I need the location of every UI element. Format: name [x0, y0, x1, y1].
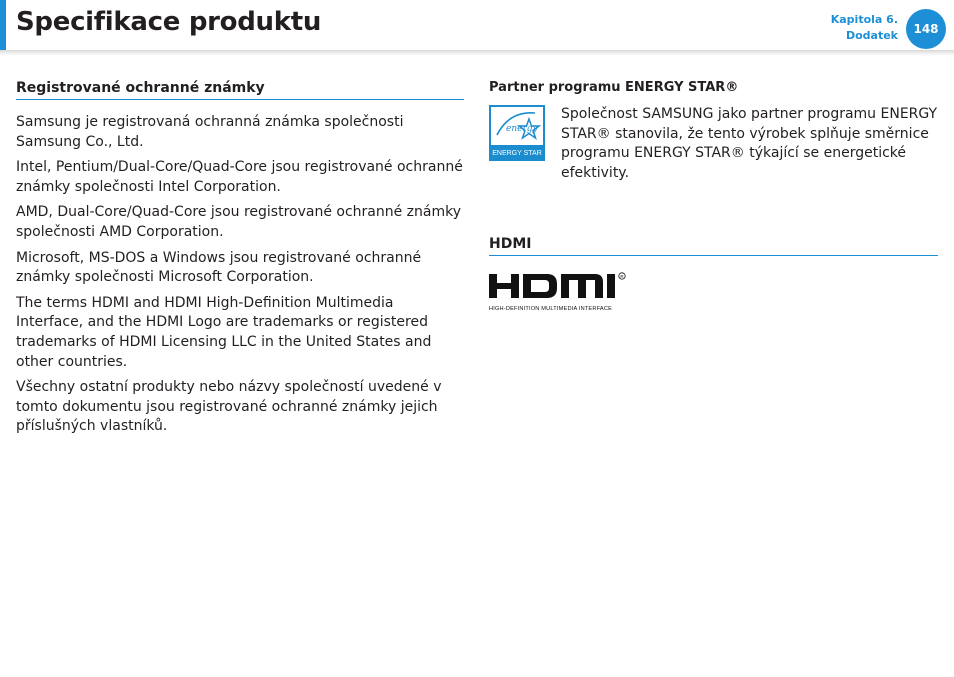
header-accent-bar	[0, 0, 6, 52]
page-title: Specifikace produktu	[16, 7, 322, 37]
chapter-name: Dodatek	[845, 29, 898, 42]
energy-star-logo-icon	[489, 105, 545, 161]
chapter-label	[831, 12, 898, 44]
energy-star-block	[489, 105, 938, 183]
hdmi-logo-tagline: HIGH-DEFINITION MULTIMEDIA INTERFACE	[489, 306, 613, 313]
svg-text:R: R	[620, 274, 624, 280]
energy-star-logo-label: ENERGY STAR	[492, 150, 542, 157]
trademark-paragraph: Samsung je registrovaná ochranná známka společnosti Samsung Co., Ltd.	[16, 114, 404, 150]
hdmi-heading: HDMI	[489, 236, 938, 256]
chapter-number: Kapitola 6.	[830, 13, 898, 26]
energy-star-text: Společnost SAMSUNG jako partner programu ENERGY STAR® stanovila, že tento výrobek splňuje směrnice programu ENERGY STAR® týkající se energetické efektivity.	[561, 106, 938, 181]
energy-star-script: energy	[506, 124, 538, 134]
trademark-paragraph: AMD, Dual-Core/Quad-Core jsou registrované ochranné známky společnosti AMD Corporation.	[16, 204, 462, 240]
trademarks-heading: Registrované ochranné známky	[16, 80, 464, 100]
energy-hdmi-column	[489, 80, 938, 314]
trademark-paragraph: Microsoft, MS-DOS a Windows jsou registrované ochranné známky společnosti Microsoft Corporation.	[16, 249, 422, 286]
trademark-paragraph: Intel, Pentium/Dual-Core/Quad-Core jsou registrované ochranné známky společnosti Intel Corporation.	[16, 159, 463, 195]
page-number-badge: 148	[906, 9, 946, 49]
trademark-paragraph: Všechny ostatní produkty nebo názvy společností uvedené v tomto dokumentu jsou registrované ochranné známky jejich příslušných vlastníků.	[16, 379, 442, 435]
hdmi-logo-icon	[489, 270, 659, 314]
header-divider	[0, 50, 954, 56]
trademark-paragraph: The terms HDMI and HDMI High-Definition Multimedia Interface, and the HDMI Logo are trademarks or registered trademarks of HDMI Licensing LLC in the United States and other countries.	[16, 294, 432, 370]
trademarks-section	[16, 80, 464, 437]
energy-star-heading: Partner programu ENERGY STAR®	[489, 80, 739, 95]
